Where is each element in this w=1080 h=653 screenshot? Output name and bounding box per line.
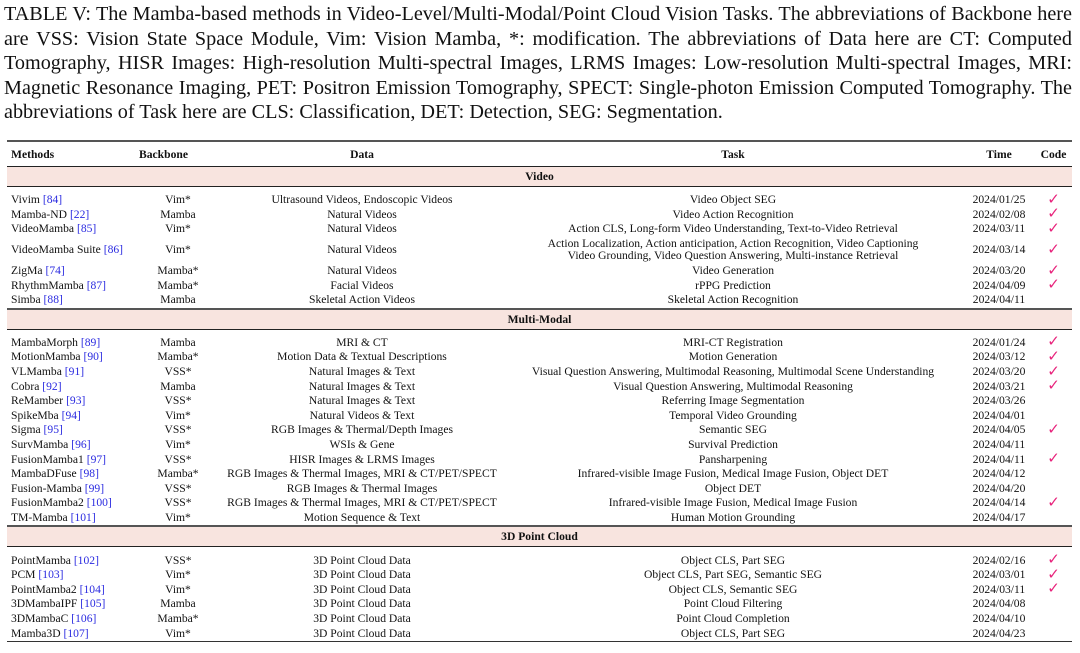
method-name: PointMamba2: [11, 582, 77, 596]
time-cell: 2024/04/11: [963, 293, 1035, 309]
table-row: [7, 264, 1072, 279]
method-cell: [7, 582, 135, 597]
task-line: Video Generation: [691, 264, 775, 278]
backbone-cell: Vim*: [135, 511, 221, 527]
method-cell: [7, 438, 135, 453]
checkmark-icon: ✓: [1047, 552, 1060, 569]
task-line: Skeletal Action Recognition: [667, 293, 799, 307]
section-row: [7, 309, 1072, 330]
table-row: [7, 482, 1072, 497]
citation-link[interactable]: [99]: [84, 481, 105, 495]
code-cell: [1035, 553, 1072, 568]
task-cell: [503, 612, 963, 627]
code-cell: [1035, 409, 1072, 424]
method-cell: [7, 278, 135, 293]
method-cell: [7, 379, 135, 394]
method-name: ZigMa: [11, 264, 43, 278]
task-line: Object CLS, Part SEG, Semantic SEG: [643, 568, 823, 582]
checkmark-icon: ✓: [1047, 220, 1060, 237]
method-cell: [7, 612, 135, 627]
table-row: [7, 496, 1072, 511]
task-cell: [503, 264, 963, 279]
table-caption: TABLE V: The Mamba-based methods in Video-Level/Multi-Modal/Point Cloud Vision Tasks. The abbreviations of Backbone here are VSS: Vision State Space Module, Vim: Vision Mamba, *: modification. The abbreviations of Data here are CT: Computed Tomography, HISR Images: High-resolution Multi-spectral Images, LRMS Images: Low-resolution Multi-spectral Images, MRI: Magnetic Resonance Imaging, PET: Positron Emission Tomography, SPECT: Single-photon Emission Computed Tomography. The abbreviations of Task here are CLS: Classification, DET: Detection, SEG: Segmentation.: [4, 3, 1072, 124]
code-cell: [1035, 597, 1072, 612]
citation-link[interactable]: [22]: [69, 207, 90, 221]
table-row: [7, 394, 1072, 409]
method-name: 3DMambaC: [11, 611, 69, 625]
task-cell: [503, 582, 963, 597]
time-cell: 2024/04/11: [972, 438, 1026, 452]
section-title: Video: [7, 167, 1072, 187]
task-cell: [503, 193, 963, 208]
time-cell: 2024/03/14: [972, 243, 1026, 257]
method-cell: [7, 452, 135, 467]
data-cell: 3D Point Cloud Data: [313, 553, 411, 567]
method-name: SurvMamba: [11, 438, 69, 452]
time-cell: 2024/04/12: [972, 467, 1026, 481]
task-line: Visual Question Answering, Multimodal Reasoning, Multimodal Scene Understanding: [531, 365, 935, 379]
table-row: [7, 553, 1072, 568]
task-cell: [503, 482, 963, 497]
code-cell: [1035, 208, 1072, 223]
code-cell: [1035, 467, 1072, 482]
method-cell: [7, 511, 135, 527]
method-name: RhythmMamba: [11, 278, 84, 292]
citation-link[interactable]: [74]: [45, 264, 65, 278]
time-cell: 2024/04/09: [972, 278, 1026, 292]
method-name: PointMamba: [11, 553, 71, 567]
time-cell: 2024/03/20: [972, 264, 1026, 278]
table-row: [7, 597, 1072, 612]
method-cell: [7, 553, 135, 568]
backbone-cell: Mamba: [160, 379, 196, 393]
citation-link[interactable]: [105]: [80, 597, 106, 611]
task-line: Human Motion Grounding: [670, 510, 796, 524]
method-name: Mamba3D: [11, 626, 61, 640]
task-line: Infrared-visible Image Fusion, Medical Image Fusion: [608, 496, 858, 510]
backbone-cell: VSS*: [164, 481, 192, 495]
method-name: 3DMambaIPF: [11, 597, 78, 611]
checkmark-icon: ✓: [1047, 348, 1060, 365]
data-cell: RGB Images & Thermal Images, MRI & CT/PET/SPECT: [227, 467, 497, 481]
method-name: MambaMorph: [11, 335, 78, 349]
code-cell: [1035, 193, 1072, 208]
table-row: [7, 193, 1072, 208]
time-cell: 2024/01/25: [972, 193, 1026, 207]
data-cell: Motion Sequence & Text: [221, 511, 503, 527]
code-cell: [1035, 612, 1072, 627]
task-cell: [503, 293, 963, 309]
citation-link[interactable]: [95]: [43, 423, 63, 437]
task-cell: [503, 336, 963, 351]
time-cell: 2024/04/08: [972, 597, 1026, 611]
table-row: [7, 208, 1072, 223]
time-cell: 2024/01/24: [972, 335, 1026, 349]
table-row: [7, 438, 1072, 453]
methods-table: [7, 140, 1072, 642]
time-cell: 2024/02/16: [972, 553, 1026, 567]
table-row: [7, 612, 1072, 627]
data-cell: RGB Images & Thermal/Depth Images: [270, 423, 454, 437]
task-line: Object CLS, Part SEG: [680, 626, 786, 640]
time-cell: 2024/03/01: [972, 568, 1026, 582]
backbone-cell: Vim*: [165, 568, 191, 582]
checkmark-icon: ✓: [1047, 277, 1060, 294]
method-cell: [7, 336, 135, 351]
method-cell: [7, 264, 135, 279]
table-row: [7, 278, 1072, 293]
table-row: [7, 222, 1072, 237]
data-cell: HISR Images & LRMS Images: [289, 452, 435, 466]
citation-link[interactable]: [104]: [79, 582, 105, 596]
data-cell: Natural Images & Text: [308, 379, 416, 393]
data-cell: 3D Point Cloud Data: [313, 582, 411, 596]
task-cell: [503, 626, 963, 641]
method-cell: [7, 496, 135, 511]
checkmark-icon: ✓: [1047, 421, 1060, 438]
task-line: Pansharpening: [698, 452, 768, 466]
time-cell: 2024/04/11: [972, 452, 1026, 466]
data-cell: 3D Point Cloud Data: [221, 626, 503, 641]
method-name: MambaDFuse: [11, 467, 77, 481]
citation-link[interactable]: [90]: [83, 350, 103, 364]
code-cell: [1035, 237, 1072, 264]
backbone-cell: Mamba: [160, 207, 196, 221]
task-cell: [503, 350, 963, 365]
header-methods: Methods: [7, 141, 135, 167]
data-cell: Skeletal Action Videos: [221, 293, 503, 309]
task-cell: [503, 208, 963, 223]
data-cell: Natural Images & Text: [308, 394, 416, 408]
table-row: [7, 336, 1072, 351]
data-cell: 3D Point Cloud Data: [313, 611, 411, 625]
backbone-cell: Vim*: [165, 408, 191, 422]
data-cell: Motion Data & Textual Descriptions: [277, 350, 447, 364]
code-cell: [1035, 582, 1072, 597]
table-body: [7, 167, 1072, 642]
backbone-cell: VSS*: [164, 553, 192, 567]
data-cell: 3D Point Cloud Data: [313, 597, 411, 611]
citation-link[interactable]: [86]: [103, 243, 124, 257]
section-row: [7, 526, 1072, 547]
task-line: Video Action Recognition: [672, 207, 794, 221]
header-row: [7, 141, 1072, 167]
method-name: Mamba-ND: [11, 207, 68, 221]
task-cell: [503, 597, 963, 612]
task-line: Visual Question Answering, Multimodal Reasoning: [613, 379, 853, 393]
header-backbone: Backbone: [135, 141, 221, 167]
task-cell: [503, 365, 963, 380]
citation-link[interactable]: [85]: [76, 222, 97, 236]
header-code: Code: [1035, 141, 1072, 167]
method-name: SpikeMba: [11, 408, 59, 422]
data-cell: RGB Images & Thermal Images, MRI & CT/PET/SPECT: [227, 496, 497, 510]
task-line: Survival Prediction: [688, 438, 778, 452]
section-title: Multi-Modal: [7, 309, 1072, 330]
citation-link[interactable]: [88]: [43, 293, 63, 307]
data-cell: Natural Videos: [327, 207, 397, 221]
backbone-cell: Mamba: [160, 335, 196, 349]
method-cell: [7, 626, 135, 641]
data-cell: Facial Videos: [330, 278, 394, 292]
table-row: [7, 350, 1072, 365]
method-cell: [7, 293, 135, 309]
method-name: Vivim: [11, 193, 40, 207]
checkmark-icon: ✓: [1047, 566, 1060, 583]
time-cell: 2024/03/11: [972, 222, 1026, 236]
method-name: FusionMamba1: [11, 452, 84, 466]
citation-link[interactable]: [93]: [66, 394, 86, 408]
method-cell: [7, 208, 135, 223]
task-line: Video Grounding, Video Question Answering, Multi-instance Retrieval: [567, 249, 899, 263]
backbone-cell: VSS*: [164, 394, 192, 408]
code-cell: [1035, 264, 1072, 279]
method-cell: [7, 365, 135, 380]
data-cell: Natural Videos: [327, 264, 397, 278]
time-cell: 2024/04/14: [972, 496, 1026, 510]
task-cell: [503, 496, 963, 511]
backbone-cell: Mamba*: [157, 264, 199, 278]
backbone-cell: Vim*: [165, 438, 191, 452]
time-cell: 2024/03/21: [972, 379, 1026, 393]
data-cell: Natural Videos: [327, 222, 397, 236]
code-cell: [1035, 511, 1072, 527]
task-cell: [503, 511, 963, 527]
backbone-cell: VSS*: [164, 496, 192, 510]
checkmark-icon: ✓: [1047, 241, 1060, 258]
data-cell: WSIs & Gene: [329, 438, 395, 452]
data-cell: Ultrasound Videos, Endoscopic Videos: [271, 193, 453, 207]
time-cell: 2024/04/23: [963, 626, 1035, 641]
task-line: Point Cloud Completion: [676, 611, 790, 625]
citation-link[interactable]: [87]: [86, 278, 107, 292]
time-cell: 2024/03/12: [972, 350, 1026, 364]
section-row: [7, 167, 1072, 187]
task-cell: [503, 409, 963, 424]
table-row: [7, 365, 1072, 380]
time-cell: 2024/04/01: [972, 408, 1026, 422]
method-name: ReMamber: [11, 394, 64, 408]
citation-link[interactable]: [97]: [86, 452, 107, 466]
method-name: VideoMamba Suite: [11, 243, 101, 257]
checkmark-icon: ✓: [1047, 363, 1060, 380]
task-line: MRI-CT Registration: [683, 335, 783, 349]
code-cell: [1035, 222, 1072, 237]
task-line: Temporal Video Grounding: [669, 408, 797, 422]
code-cell: [1035, 568, 1072, 583]
checkmark-icon: ✓: [1047, 451, 1060, 468]
code-cell: [1035, 626, 1072, 641]
data-cell: Natural Videos & Text: [309, 408, 415, 422]
backbone-cell: Mamba*: [157, 467, 199, 481]
backbone-cell: VSS*: [164, 365, 192, 379]
citation-link[interactable]: [106]: [71, 611, 97, 625]
citation-link[interactable]: [91]: [64, 365, 85, 379]
backbone-cell: Mamba: [135, 293, 221, 309]
method-name: FusionMamba2: [11, 496, 84, 510]
method-cell: [7, 482, 135, 497]
time-cell: 2024/03/20: [972, 365, 1026, 379]
header-data: Data: [221, 141, 503, 167]
table-row: [7, 626, 1072, 641]
header-task: Task: [503, 141, 963, 167]
task-line: Object CLS, Semantic SEG: [668, 582, 798, 596]
backbone-cell: Mamba*: [157, 278, 199, 292]
method-name: Sigma: [11, 423, 41, 437]
data-cell: Natural Images & Text: [308, 365, 416, 379]
table-row: [7, 409, 1072, 424]
code-cell: [1035, 278, 1072, 293]
code-cell: [1035, 336, 1072, 351]
method-name: PCM: [11, 568, 36, 582]
backbone-cell: VSS*: [164, 423, 192, 437]
code-cell: [1035, 350, 1072, 365]
table-row: [7, 511, 1072, 527]
table-row: [7, 379, 1072, 394]
backbone-cell: Vim*: [165, 222, 191, 236]
task-line: rPPG Prediction: [695, 278, 771, 292]
code-cell: [1035, 452, 1072, 467]
table-row: [7, 293, 1072, 309]
time-cell: 2024/02/08: [972, 207, 1026, 221]
task-cell: [503, 553, 963, 568]
data-cell: RGB Images & Thermal Images: [286, 481, 438, 495]
time-cell: 2024/04/20: [972, 481, 1026, 495]
time-cell: 2024/03/11: [972, 582, 1026, 596]
backbone-cell: Vim*: [165, 582, 191, 596]
task-cell: [503, 394, 963, 409]
checkmark-icon: ✓: [1047, 206, 1060, 223]
method-cell: [7, 409, 135, 424]
method-name: MotionMamba: [11, 350, 81, 364]
table-row: [7, 568, 1072, 583]
method-name: TM-Mamba: [11, 510, 68, 524]
table-row: [7, 582, 1072, 597]
task-line: Action CLS, Long-form Video Understanding, Text-to-Video Retrieval: [568, 222, 898, 236]
time-cell: 2024/04/17: [963, 511, 1035, 527]
table-row: [7, 467, 1072, 482]
backbone-cell: Vim*: [165, 193, 191, 207]
code-cell: [1035, 365, 1072, 380]
code-cell: [1035, 379, 1072, 394]
code-cell: [1035, 496, 1072, 511]
method-cell: [7, 467, 135, 482]
method-cell: [7, 394, 135, 409]
checkmark-icon: ✓: [1047, 334, 1060, 351]
data-cell: 3D Point Cloud Data: [313, 568, 411, 582]
code-cell: [1035, 293, 1072, 309]
citation-link[interactable]: [94]: [61, 408, 81, 422]
backbone-cell: Mamba*: [157, 611, 199, 625]
backbone-cell: Mamba*: [157, 350, 199, 364]
code-cell: [1035, 423, 1072, 438]
checkmark-icon: ✓: [1047, 378, 1060, 395]
task-line: Infrared-visible Image Fusion, Medical Image Fusion, Object DET: [577, 467, 889, 481]
citation-link[interactable]: [92]: [42, 379, 62, 393]
task-cell: [503, 467, 963, 482]
citation-link[interactable]: [102]: [73, 553, 99, 567]
backbone-cell: VSS*: [164, 452, 192, 466]
citation-link[interactable]: [100]: [86, 496, 112, 510]
section-title: 3D Point Cloud: [7, 526, 1072, 547]
method-cell: [7, 597, 135, 612]
method-cell: [7, 568, 135, 583]
method-name: Simba: [11, 293, 41, 307]
task-cell: [503, 379, 963, 394]
task-cell: [503, 452, 963, 467]
table-row: [7, 237, 1072, 264]
citation-link[interactable]: [98]: [79, 467, 99, 481]
method-cell: [7, 423, 135, 438]
task-cell: [503, 278, 963, 293]
citation-link[interactable]: [103]: [38, 568, 64, 582]
time-cell: 2024/04/05: [972, 423, 1026, 437]
method-cell: [7, 350, 135, 365]
task-line: Semantic SEG: [699, 423, 767, 437]
task-cell: [503, 237, 963, 264]
time-cell: 2024/04/10: [972, 611, 1026, 625]
task-line: Action Localization, Action anticipation, Action Recognition, Video Captioning: [547, 237, 919, 251]
table-row: [7, 423, 1072, 438]
code-cell: [1035, 394, 1072, 409]
task-line: Object DET: [704, 481, 762, 495]
table-row: [7, 452, 1072, 467]
header-time: Time: [963, 141, 1035, 167]
method-name: VideoMamba: [11, 222, 75, 236]
task-line: Video Object SEG: [689, 193, 777, 207]
time-cell: 2024/03/26: [972, 394, 1026, 408]
method-cell: [7, 193, 135, 208]
backbone-cell: Vim*: [135, 626, 221, 641]
citation-link[interactable]: [84]: [42, 193, 63, 207]
citation-link[interactable]: [107]: [63, 626, 89, 640]
checkmark-icon: ✓: [1047, 581, 1060, 598]
task-cell: [503, 222, 963, 237]
checkmark-icon: ✓: [1047, 262, 1060, 279]
task-line: Referring Image Segmentation: [661, 394, 805, 408]
citation-link[interactable]: [96]: [71, 438, 91, 452]
task-cell: [503, 423, 963, 438]
citation-link[interactable]: [89]: [80, 335, 101, 349]
code-cell: [1035, 482, 1072, 497]
code-cell: [1035, 438, 1072, 453]
data-cell: MRI & CT: [336, 335, 388, 349]
method-name: Cobra: [11, 379, 40, 393]
method-name: VLMamba: [11, 365, 62, 379]
method-cell: [7, 222, 135, 237]
method-cell: [7, 237, 135, 264]
backbone-cell: Mamba: [160, 597, 196, 611]
backbone-cell: Vim*: [165, 243, 191, 257]
citation-link[interactable]: [101]: [70, 510, 96, 524]
task-line: Point Cloud Filtering: [683, 597, 783, 611]
method-name: Fusion-Mamba: [11, 481, 82, 495]
checkmark-icon: ✓: [1047, 494, 1060, 511]
task-line: Motion Generation: [688, 350, 778, 364]
task-cell: [503, 438, 963, 453]
data-cell: Natural Videos: [327, 243, 397, 257]
task-line: Object CLS, Part SEG: [680, 553, 786, 567]
checkmark-icon: ✓: [1047, 191, 1060, 208]
task-cell: [503, 568, 963, 583]
